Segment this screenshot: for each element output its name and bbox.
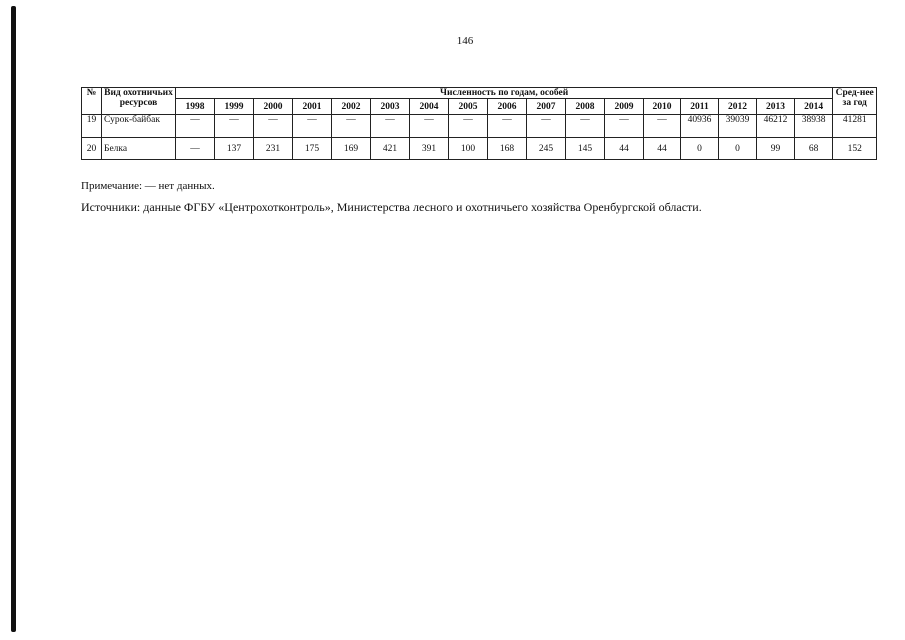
header-years-row — [82, 99, 877, 115]
row-num: 20 — [82, 138, 102, 160]
table-cell: — — [293, 115, 332, 138]
row-average: 41281 — [833, 115, 877, 138]
table-cell: — — [254, 115, 293, 138]
table-cell: 0 — [681, 138, 719, 160]
table-cell: — — [449, 115, 488, 138]
table-cell: — — [605, 115, 644, 138]
table-cell: 175 — [293, 138, 332, 160]
table-cell: 100 — [449, 138, 488, 160]
table-cell: — — [371, 115, 410, 138]
header-year: 2005 — [449, 99, 488, 115]
table-cell: — — [644, 115, 681, 138]
header-year: 2011 — [681, 99, 719, 115]
table-cell: 38938 — [795, 115, 833, 138]
table-cell: 44 — [644, 138, 681, 160]
population-table — [81, 87, 877, 160]
row-average: 152 — [833, 138, 877, 160]
table-row — [82, 138, 877, 160]
table-cell: — — [488, 115, 527, 138]
table-cell: 68 — [795, 138, 833, 160]
header-year: 2006 — [488, 99, 527, 115]
header-year: 2002 — [332, 99, 371, 115]
header-year: 2004 — [410, 99, 449, 115]
header-year: 2000 — [254, 99, 293, 115]
table-cell: — — [215, 115, 254, 138]
header-year: 2007 — [527, 99, 566, 115]
header-year: 2008 — [566, 99, 605, 115]
header-year: 2013 — [757, 99, 795, 115]
header-count-by-years: Численность по годам, особей — [176, 88, 833, 99]
table-note: Примечание: — нет данных. — [81, 180, 215, 192]
table-cell: 44 — [605, 138, 644, 160]
table-cell: — — [527, 115, 566, 138]
table-cell: — — [176, 138, 215, 160]
table-cell: 0 — [719, 138, 757, 160]
row-species-name: Сурок-байбак — [102, 115, 176, 138]
header-year: 1998 — [176, 99, 215, 115]
table-cell: — — [176, 115, 215, 138]
table-cell: 231 — [254, 138, 293, 160]
header-year: 2012 — [719, 99, 757, 115]
header-year: 2010 — [644, 99, 681, 115]
row-species-name: Белка — [102, 138, 176, 160]
table-cell: 40936 — [681, 115, 719, 138]
table-cell: 99 — [757, 138, 795, 160]
header-average: Сред-нее за год — [833, 88, 877, 115]
header-year: 1999 — [215, 99, 254, 115]
table-sources: Источники: данные ФГБУ «Центрохотконтроль», Министерства лесного и охотничьего хозяйства Оренбургской области. — [81, 200, 702, 214]
header-year: 2001 — [293, 99, 332, 115]
table-cell: — — [332, 115, 371, 138]
table-cell: 245 — [527, 138, 566, 160]
header-num: № — [82, 88, 102, 115]
table-cell: 169 — [332, 138, 371, 160]
table-cell: — — [566, 115, 605, 138]
table-row — [82, 115, 877, 138]
header-species: Вид охотничьих ресурсов — [102, 88, 176, 115]
table-cell: 39039 — [719, 115, 757, 138]
table-cell: 391 — [410, 138, 449, 160]
row-num: 19 — [82, 115, 102, 138]
header-year: 2009 — [605, 99, 644, 115]
table-cell: 421 — [371, 138, 410, 160]
header-year: 2003 — [371, 99, 410, 115]
table-cell: — — [410, 115, 449, 138]
header-year: 2014 — [795, 99, 833, 115]
table-cell: 137 — [215, 138, 254, 160]
table-cell: 46212 — [757, 115, 795, 138]
table-cell: 145 — [566, 138, 605, 160]
scan-edge-bar — [11, 6, 16, 632]
table-cell: 168 — [488, 138, 527, 160]
page-number: 146 — [456, 35, 474, 47]
